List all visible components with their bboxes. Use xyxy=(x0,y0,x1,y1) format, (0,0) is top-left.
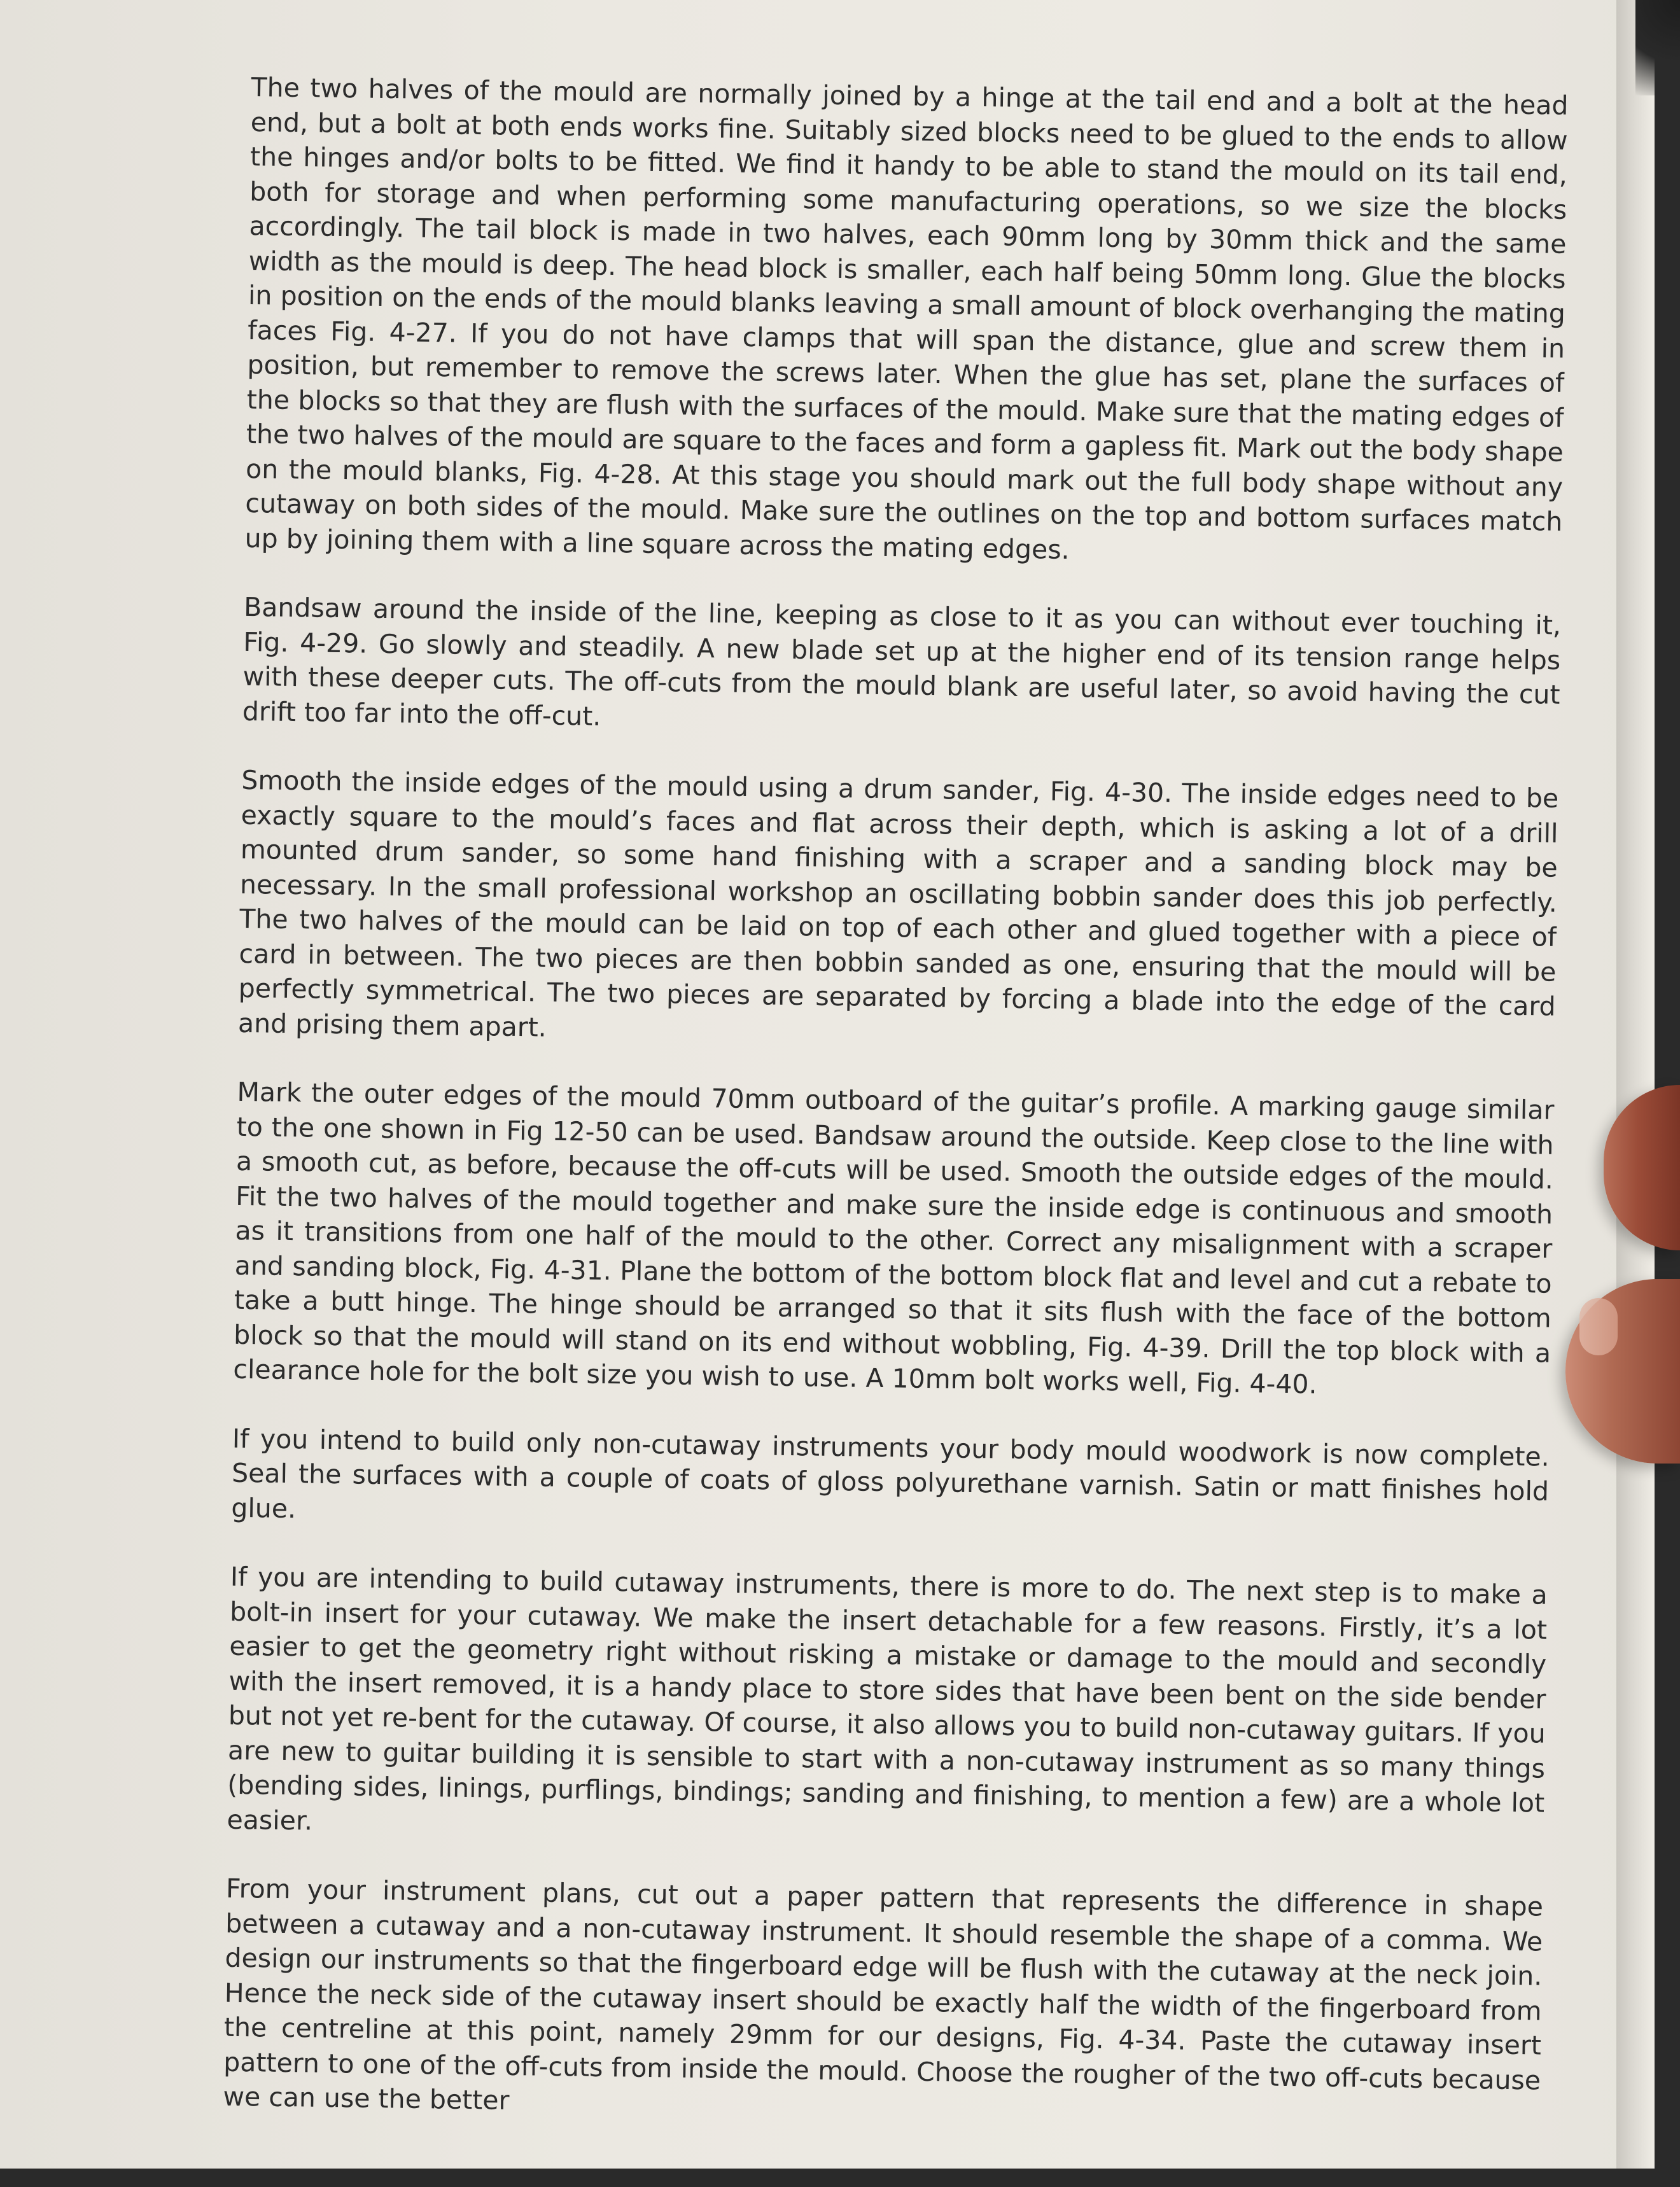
paragraph-outer-edges: Mark the outer edges of the mould 70mm outboard of the guitar’s profile. A marking gauge similar to the one shown in Fig 12-50 can be used. Bandsaw around the outside. Keep close to the line with a smooth cut, as before, because the off-cuts will be used. Smooth the outside edges of the mould. Fit the two halves of the mould together and make sure the inside edge is continuous and smooth as it transitions from one half of the mould to the other. Correct any misalignment with a scraper and sanding block, Fig. 4-31. Plane the bottom of the bottom block flat and level and cut a rebate to take a butt hinge. The hinge should be arranged so that it sits flush with the face of the bottom block so that the mould will stand on its end without wobbling, Fig. 4-39. Drill the top block with a clearance hole for the bolt size you wish to use. A 10mm bolt works well, Fig. 4-40. xyxy=(233,1076,1555,1400)
paragraph-bandsaw-inside: Bandsaw around the inside of the line, keeping as close to it as you can without ever touching it, Fig. 4-29. Go slowly and steadily. A new blade set up at the higher end of its tension range helps with these deeper cuts. The off-cuts from the mould blank are useful later, so avoid having the cut drift too far into the off-cut. xyxy=(242,591,1562,732)
paragraph-cutaway-insert: If you are intending to build cutaway instruments, there is more to do. The next step is to make a bolt-in insert for your cutaway. We make the insert detachable for a few reasons. Firstly, it’s a lot easier to get the geometry right without risking a mistake or damage to the mould and secondly with the insert removed, it is a handy place to store sides that have been bent on the side bender but not yet re-bent for the cutaway. Of course, it also allows you to build non-cutaway guitars. If you are new to guitar building it is sensible to start with a non-cutaway instrument as so many things (bending sides, linings, purflings, bindings; sanding and finishing, to mention a few) are a whole lot easier. xyxy=(227,1561,1548,1836)
page-body-text xyxy=(222,70,1569,2187)
paragraph-mould-blocks: The two halves of the mould are normally joined by a hinge at the tail end and a bolt at the head end, but a bolt at both ends works fine. Suitably sized blocks need to be glued to the ends to allow the hinges and/or bolts to be fitted. We find it handy to be able to stand the mould on its tail end, both for storage and when performing some manufacturing operations, so we size the blocks accordingly. The tail block is made in two halves, each 90mm long by 30mm thick and the same width as the mould is deep. The head block is smaller, each half being 50mm long. Glue the blocks in position on the ends of the mould blanks leaving a small amount of block overhanging the mating faces Fig. 4-27. If you do not have clamps that will span the distance, glue and screw them in position, but remember to remove the screws later. When the glue has set, plane the surfaces of the blocks so that they are flush with the surfaces of the mould. Make sure that the mating edges of the two halves of the mould are square to the faces and form a gapless fit. Mark out the body shape on the mould blanks, Fig. 4-28. At this stage you should mark out the full body shape without any cutaway on both sides of the mould. Make sure the outlines on the top and bottom surfaces match up by joining them with a line square across the mating edges. xyxy=(244,71,1569,565)
background-corner xyxy=(1635,0,1680,95)
paragraph-paper-pattern: From your instrument plans, cut out a paper pattern that represents the difference in shape between a cutaway and a non-cutaway instrument. It should resemble the shape of a comma. We design our instruments so that the fingerboard edge will be flush with the cutaway at the neck join. Hence the neck side of the cutaway insert should be exactly half the width of the fingerboard from the centreline at this point, namely 29mm for our designs, Fig. 4-34. Paste the cutaway insert pattern to one of the off-cuts from inside the mould. Choose the rougher of the two off-cuts because we can use the better xyxy=(223,1873,1544,2116)
page-edge xyxy=(1616,0,1655,2169)
paragraph-non-cutaway: If you intend to build only non-cutaway instruments your body mould woodwork is now complete. Seal the surfaces with a couple of coats of gloss polyurethane varnish. Satin or matt finishes hold glue. xyxy=(231,1423,1550,1524)
fingernail xyxy=(1579,1298,1618,1355)
paragraph-drum-sander: Smooth the inside edges of the mould using a drum sander, Fig. 4-30. The inside edges need to be exactly square to the mould’s faces and flat across their depth, which is asking a lot of a drill mounted drum sander, so some hand finishing with a scraper and a sanding block may be necessary. In the small professional workshop an oscillating bobbin sander does this job perfectly. The two halves of the mould can be laid on top of each other and glued together with a piece of card in between. The two pieces are then bobbin sanded as one, ensuring that the mould will be perfectly symmetrical. The two pieces are separated by forcing a blade into the edge of the card and prising them apart. xyxy=(237,764,1559,1043)
